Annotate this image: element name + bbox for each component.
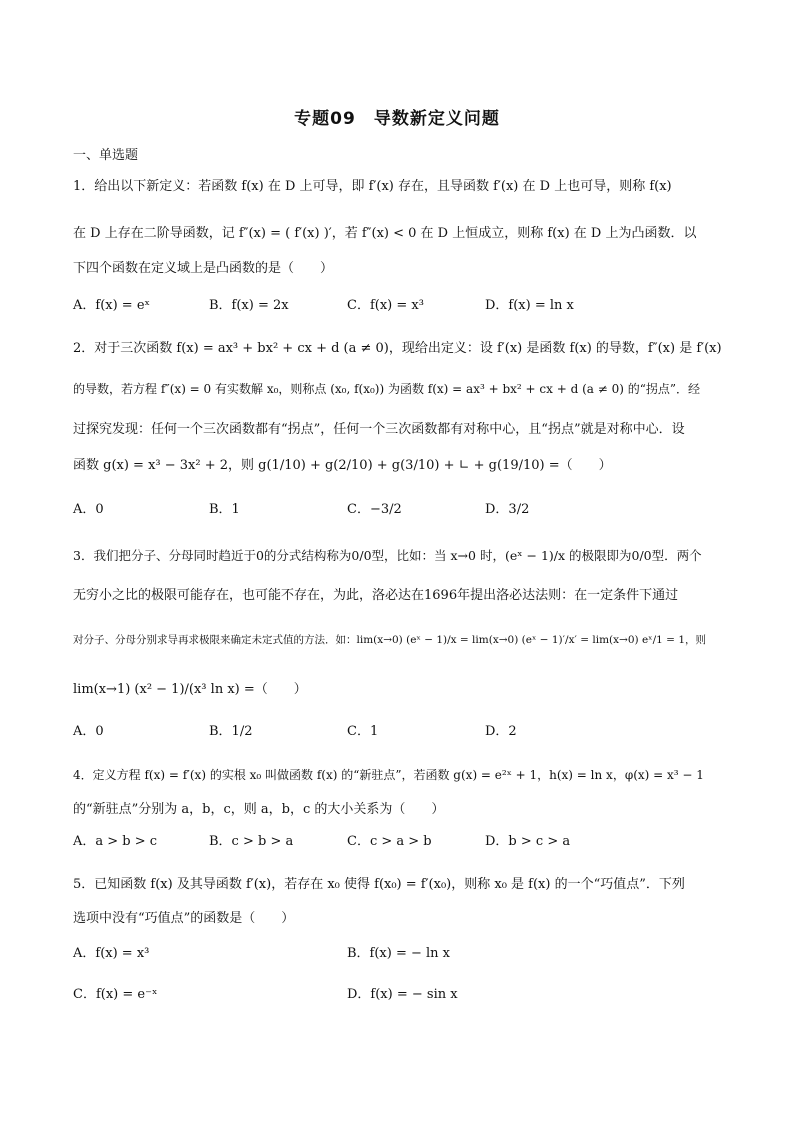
question-5-option-c: C．f(x) = e⁻ˣ — [73, 987, 158, 1002]
question-2-line-4: 函数 g(x) = x³ − 3x² + 2，则 g(1/10) + g(2/10) + g(3/10) + ∟ + g(19/10) =（ ） — [73, 458, 612, 473]
question-5-line-1: 5．已知函数 f(x) 及其导函数 f′(x)，若存在 x₀ 使得 f(x₀) = f′(x₀)，则称 x₀ 是 f(x) 的一个“巧值点”．下列 — [73, 877, 685, 892]
page-title: 专题09 导数新定义问题 — [294, 109, 500, 129]
question-4-option-c: C．c > a > b — [347, 834, 432, 849]
question-4-option-a: A．a > b > c — [73, 834, 158, 849]
question-1-option-c: C．f(x) = x³ — [347, 298, 424, 313]
question-1-option-a: A．f(x) = eˣ — [73, 298, 151, 313]
question-1-line-3: 下四个函数在定义域上是凸函数的是（ ） — [73, 261, 334, 276]
question-1-line-1: 1．给出以下新定义：若函数 f(x) 在 D 上可导，即 f′(x) 存在，且导函数 f′(x) 在 D 上也可导，则称 f(x) — [73, 179, 672, 194]
question-1-line-2: 在 D 上存在二阶导函数，记 f″(x) = ( f′(x) )′，若 f″(x) < 0 在 D 上恒成立，则称 f(x) 在 D 上为凸函数．以 — [73, 226, 697, 241]
question-4-line-2: 的“新驻点”分别为 a，b，c，则 a，b，c 的大小关系为（ ） — [73, 802, 445, 817]
question-2-option-c: C．−3/2 — [347, 502, 402, 517]
question-1-option-b: B．f(x) = 2x — [209, 298, 289, 313]
question-1-option-d: D．f(x) = ln x — [485, 298, 574, 313]
question-2-option-b: B．1 — [209, 502, 240, 517]
question-5-option-a: A．f(x) = x³ — [73, 946, 150, 961]
question-3-option-d: D．2 — [485, 724, 517, 739]
question-2-line-2: 的导数，若方程 f″(x) = 0 有实数解 x₀，则称点 (x₀, f(x₀)) 为函数 f(x) = ax³ + bx² + cx + d (a ≠ 0) 的“拐点”．经 — [73, 382, 700, 396]
question-3-line-4: lim(x→1) (x² − 1)/(x³ ln x) =（ ） — [73, 682, 307, 697]
question-4-option-d: D．b > c > a — [485, 834, 571, 849]
question-2-option-a: A．0 — [73, 502, 104, 517]
question-2-line-1: 2．对于三次函数 f(x) = ax³ + bx² + cx + d (a ≠ 0)，现给出定义：设 f′(x) 是函数 f(x) 的导数，f″(x) 是 f′(x) — [73, 341, 722, 356]
question-5-option-d: D．f(x) = − sin x — [347, 987, 458, 1002]
question-3-line-2: 无穷小之比的极限可能存在，也可能不存在，为此，洛必达在1696年提出洛必达法则：在一定条件下通过 — [73, 588, 679, 603]
section-heading: 一、单选题 — [73, 148, 139, 163]
question-5-option-b: B．f(x) = − ln x — [347, 946, 451, 961]
question-3-option-a: A．0 — [73, 724, 104, 739]
question-2-option-d: D．3/2 — [485, 502, 530, 517]
question-5-line-2: 选项中没有“巧值点”的函数是（ ） — [73, 911, 295, 926]
question-4-line-1: 4．定义方程 f(x) = f′(x) 的实根 x₀ 叫做函数 f(x) 的“新驻点”，若函数 g(x) = e²ˣ + 1，h(x) = ln x，φ(x) = x³ − 1 — [73, 768, 704, 782]
question-3-option-c: C．1 — [347, 724, 379, 739]
question-3-line-1: 3．我们把分子、分母同时趋近于0的分式结构称为0/0型，比如：当 x→0 时，(eˣ − 1)/x 的极限即为0/0型．两个 — [73, 548, 702, 563]
question-3-line-3: 对分子、分母分别求导再求极限来确定未定式值的方法．如：lim(x→0) (eˣ − 1)/x = lim(x→0) (eˣ − 1)′/x′ = lim(x→0) eˣ/1 = 1，则 — [73, 634, 706, 646]
question-2-line-3: 过探究发现：任何一个三次函数都有“拐点”，任何一个三次函数都有对称中心，且“拐点”就是对称中心．设 — [73, 422, 685, 437]
question-4-option-b: B．c > b > a — [209, 834, 294, 849]
question-3-option-b: B．1/2 — [209, 724, 253, 739]
